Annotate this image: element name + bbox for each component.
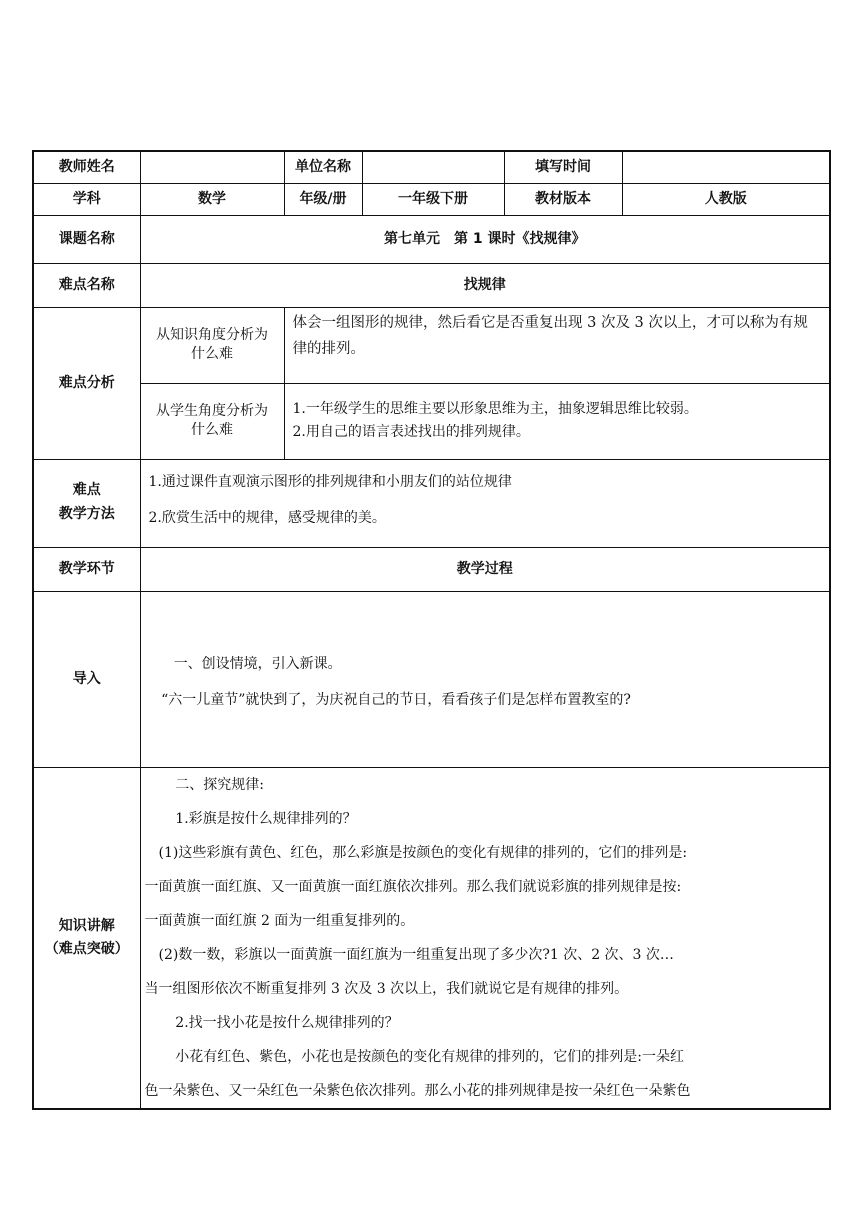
intro-line-2: “六一儿童节”就快到了，为庆祝自己的节日，看看孩子们是怎样布置教室的? <box>161 692 631 708</box>
difficulty-label: 难点名称 <box>33 263 140 307</box>
knowledge-line-4: 一面黄旗一面红旗、又一面黄旗一面红旗依次排列。那么我们就说彩旗的排列规律是按: <box>144 878 682 895</box>
knowledge-angle-label-line-2: 什么难 <box>191 346 233 362</box>
knowledge-line-10: 色一朵紫色、又一朵红色一朵紫色依次排列。那么小花的排列规律是按一朵红色一朵紫色 <box>144 1082 691 1099</box>
student-angle-label-line-2: 什么难 <box>191 422 233 438</box>
method-label <box>33 459 140 547</box>
student-angle-line-2: 2.用自己的语言表述找出的排列规律。 <box>292 423 530 440</box>
unit-name-label: 单位名称 <box>284 151 362 183</box>
fill-time-label: 填写时间 <box>504 151 622 183</box>
knowledge-text <box>140 767 830 1109</box>
intro-label: 导入 <box>33 591 140 767</box>
teacher-name-value <box>140 151 284 183</box>
student-angle-label-line-1: 从学生角度分析为 <box>156 403 268 420</box>
edition-value: 人教版 <box>622 183 830 215</box>
knowledge-line-9: 小花有红色、紫色，小花也是按颜色的变化有规律的排列的，它们的排列是:一朵红 <box>175 1048 685 1065</box>
student-angle-label <box>140 383 284 459</box>
knowledge-angle-label <box>140 307 284 383</box>
knowledge-line-3: (1)这些彩旗有黄色、红色，那么彩旗是按颜色的变化有规律的排列的，它们的排列是: <box>158 844 688 861</box>
topic-value: 第七单元 第 1 课时《找规律》 <box>140 215 830 263</box>
stage-label: 教学环节 <box>33 547 140 591</box>
knowledge-label-line-2: （难点突破） <box>44 940 129 957</box>
method-label-line-1: 难点 <box>72 482 101 499</box>
student-angle-line-1: 1.一年级学生的思维主要以形象思维为主，抽象逻辑思维比较弱。 <box>292 400 698 417</box>
header-row-2 <box>33 183 830 215</box>
method-line-2: 2.欣赏生活中的规律，感受规律的美。 <box>148 509 386 526</box>
knowledge-line-1: 二、探究规律: <box>175 776 265 793</box>
grade-value: 一年级下册 <box>362 183 504 215</box>
teacher-name-label: 教师姓名 <box>33 151 140 183</box>
fill-time-value <box>622 151 830 183</box>
subject-value: 数学 <box>140 183 284 215</box>
knowledge-angle-label-line-1: 从知识角度分析为 <box>156 327 268 344</box>
knowledge-line-6: (2)数一数，彩旗以一面黄旗一面红旗为一组重复出现了多少次?1 次、2 次、3 次… <box>158 946 674 963</box>
unit-name-value <box>362 151 504 183</box>
method-row <box>33 459 830 547</box>
analysis-row-student <box>33 383 830 459</box>
student-angle-text <box>284 383 830 459</box>
topic-row <box>33 215 830 263</box>
grade-label: 年级/册 <box>284 183 362 215</box>
edition-label: 教材版本 <box>504 183 622 215</box>
knowledge-line-5: 一面黄旗一面红旗 2 面为一组重复排列的。 <box>144 912 415 929</box>
difficulty-value: 找规律 <box>140 263 830 307</box>
difficulty-row <box>33 263 830 307</box>
knowledge-angle-paragraph: 体会一组图形的规律，然后看它是否重复出现 3 次及 3 次以上，才可以称为有规律的排列。 <box>292 314 808 357</box>
intro-text <box>140 591 830 767</box>
knowledge-label-line-1: 知识讲解 <box>58 918 115 935</box>
knowledge-row <box>33 767 830 1109</box>
analysis-label: 难点分析 <box>33 307 140 459</box>
intro-row <box>33 591 830 767</box>
method-line-1: 1.通过课件直观演示图形的排列规律和小朋友们的站位规律 <box>148 473 512 490</box>
method-label-line-2: 教学方法 <box>58 506 115 522</box>
knowledge-label <box>33 767 140 1109</box>
knowledge-angle-text <box>284 307 830 383</box>
method-text <box>140 459 830 547</box>
subject-label: 学科 <box>33 183 140 215</box>
knowledge-line-7: 当一组图形依次不断重复排列 3 次及 3 次以上，我们就说它是有规律的排列。 <box>144 980 629 997</box>
knowledge-line-8: 2.找一找小花是按什么规律排列的？ <box>175 1014 399 1031</box>
header-row-1 <box>33 151 830 183</box>
lesson-plan-table <box>32 150 831 1110</box>
process-label: 教学过程 <box>140 547 830 591</box>
process-header-row <box>33 547 830 591</box>
intro-line-1: 一、创设情境，引入新课。 <box>173 656 342 672</box>
analysis-row-knowledge <box>33 307 830 383</box>
topic-label: 课题名称 <box>33 215 140 263</box>
knowledge-line-2: 1.彩旗是按什么规律排列的？ <box>175 810 357 827</box>
